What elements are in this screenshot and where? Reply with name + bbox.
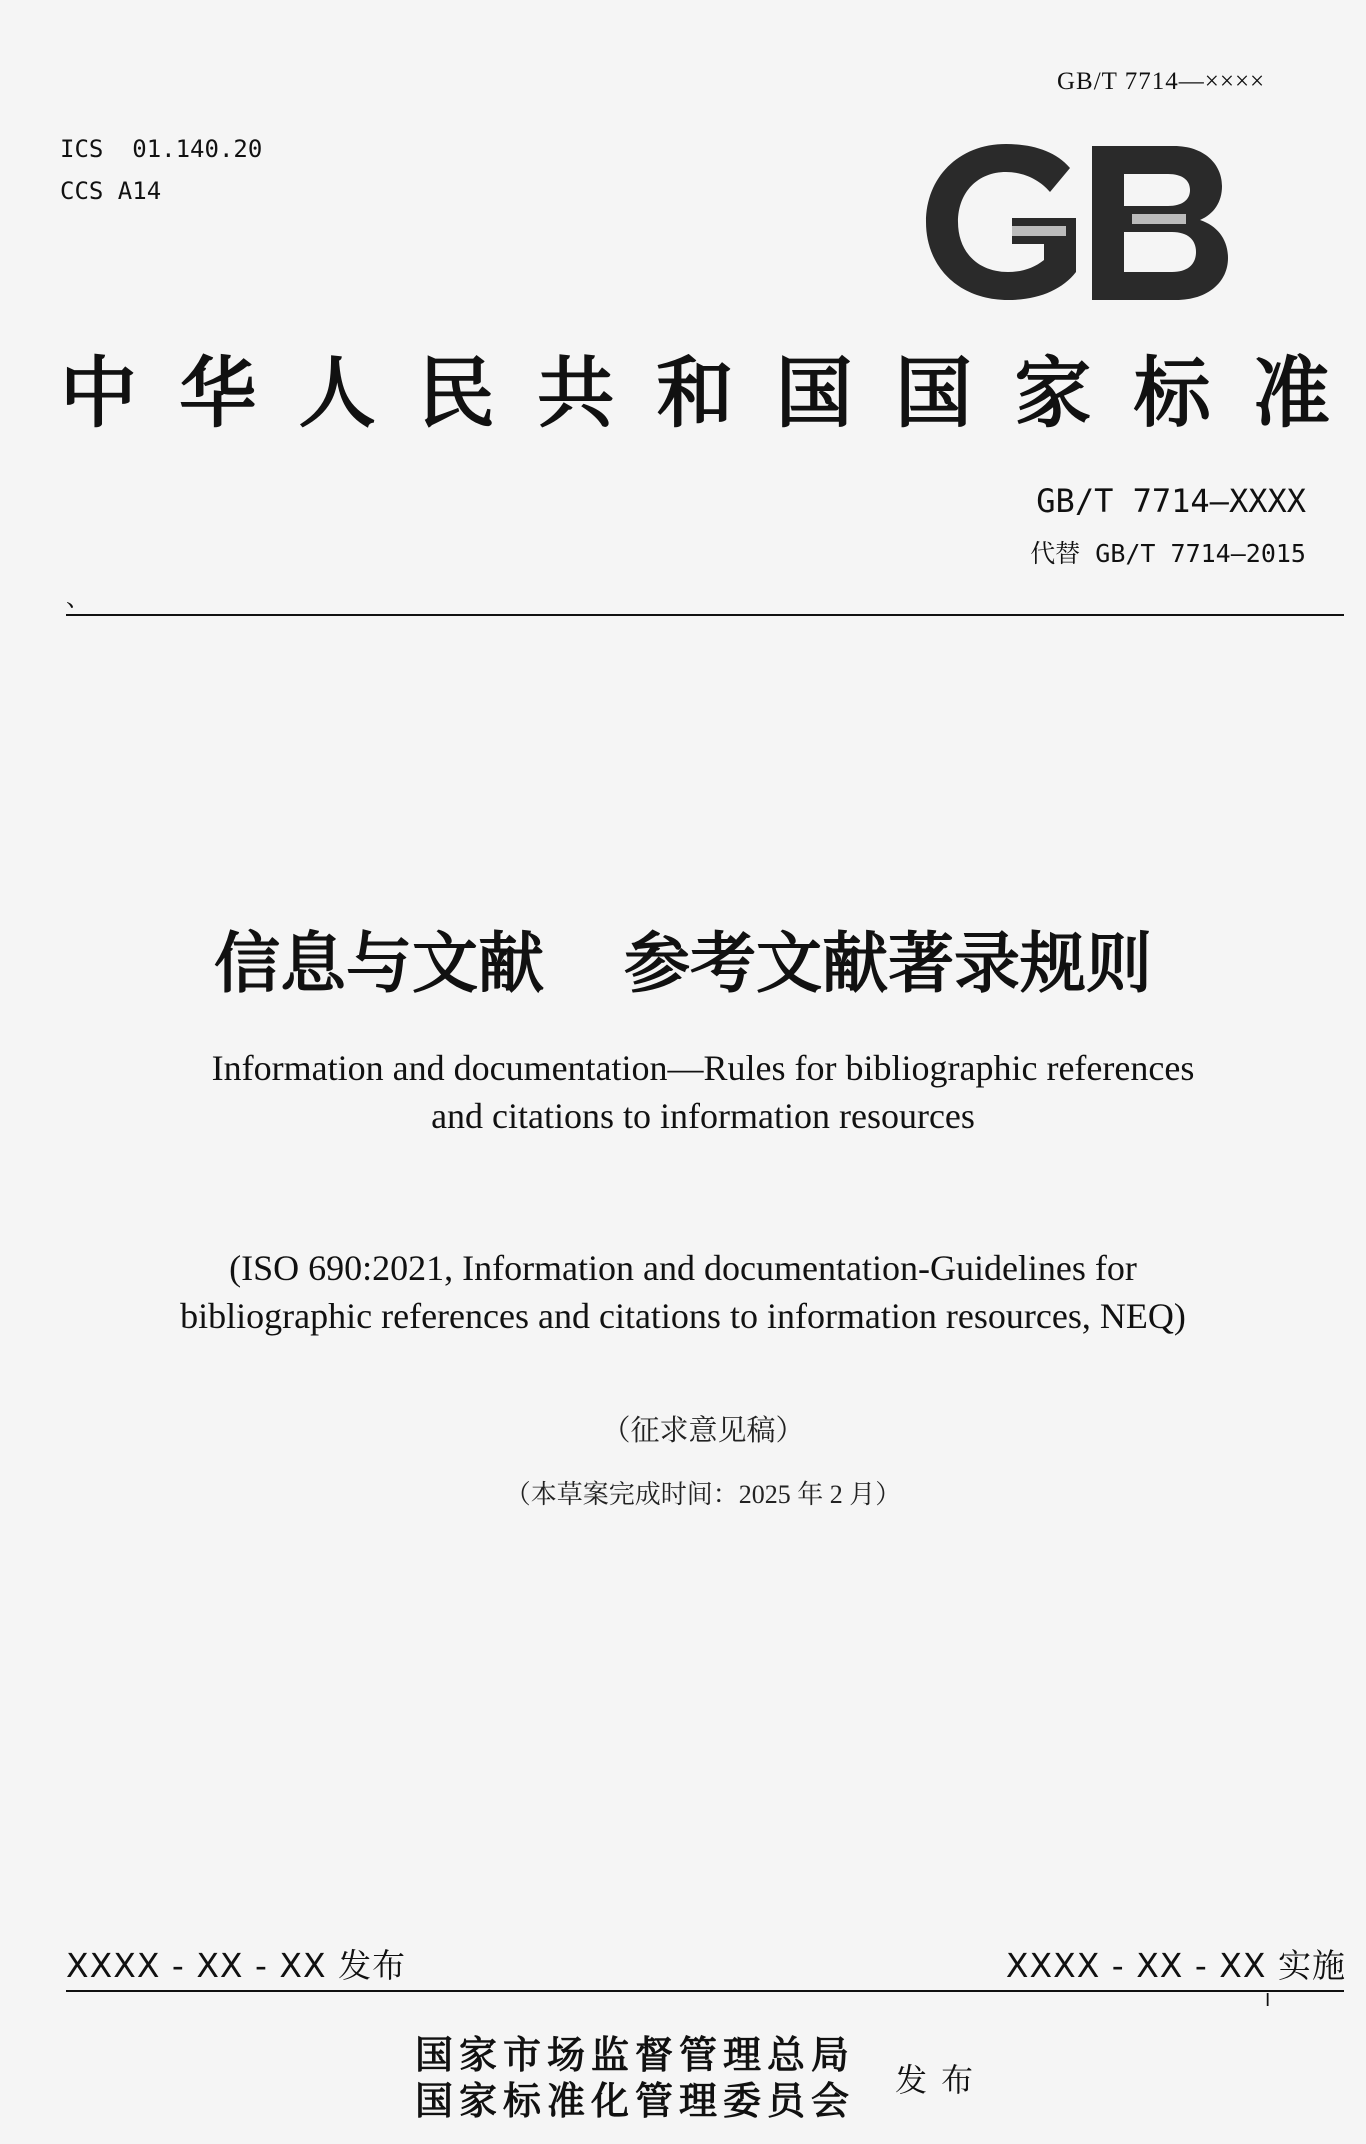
iso-reference-line2: bibliographic references and citations to information resources, NEQ) [180,1296,1186,1336]
iso-reference [0,1244,1366,1340]
issuer-samr: 国家市场监督管理总局 [415,2032,856,2077]
gb-logo-icon [920,140,1232,304]
draft-date: （本草案完成时间：2025 年 2 月） [504,1480,902,1509]
page-mark: I [1265,1990,1271,2011]
iso-reference-line1: (ISO 690:2021, Information and documentation-Guidelines for [229,1248,1137,1288]
english-title [0,1044,1366,1140]
english-title-line2: and citations to information resources [431,1096,975,1136]
stray-mark: 、 [66,584,90,612]
title-char: 家 [1014,350,1092,439]
implement-date: XXXX - XX - XX 实施 [1005,1946,1346,1985]
title-char: 标 [1133,350,1211,439]
header-standard-code: GB/T 7714—×××× [1057,68,1266,95]
issue-action: 发布 [895,2061,988,2099]
chinese-title [0,910,1366,1005]
chinese-title-part1: 信息与文献 [214,925,545,1002]
title-char: 准 [1252,350,1330,439]
ics-code: ICS 01.140.20 [60,135,263,163]
classification-block [60,128,262,212]
title-char: 共 [537,350,615,439]
chinese-title-part2: 参考文献著录规则 [623,925,1152,1002]
national-standard-title [60,350,1330,440]
issuer-names [415,2032,855,2124]
draft-label: （征求意见稿） [601,1413,805,1447]
publish-date: XXXX - XX - XX 发布 [66,1946,407,1985]
title-char: 华 [179,350,257,439]
title-char: 国 [895,350,973,439]
title-char: 人 [298,350,376,439]
top-divider [66,614,1344,616]
replaces-standard: 代替 GB/T 7714—2015 [1030,539,1306,568]
issuer-block [415,2028,1000,2128]
title-char: 中 [60,350,137,439]
title-char: 和 [656,350,734,439]
ccs-code: CCS A14 [60,177,162,205]
title-char: 国 [775,350,853,439]
issuer-sac: 国家标准化管理委员会 [415,2078,856,2123]
standard-number: GB/T 7714—XXXX [1036,482,1306,520]
english-title-line1: Information and documentation—Rules for bibliographic references [211,1048,1195,1088]
title-char: 民 [417,350,495,439]
bottom-divider [66,1990,1344,1992]
